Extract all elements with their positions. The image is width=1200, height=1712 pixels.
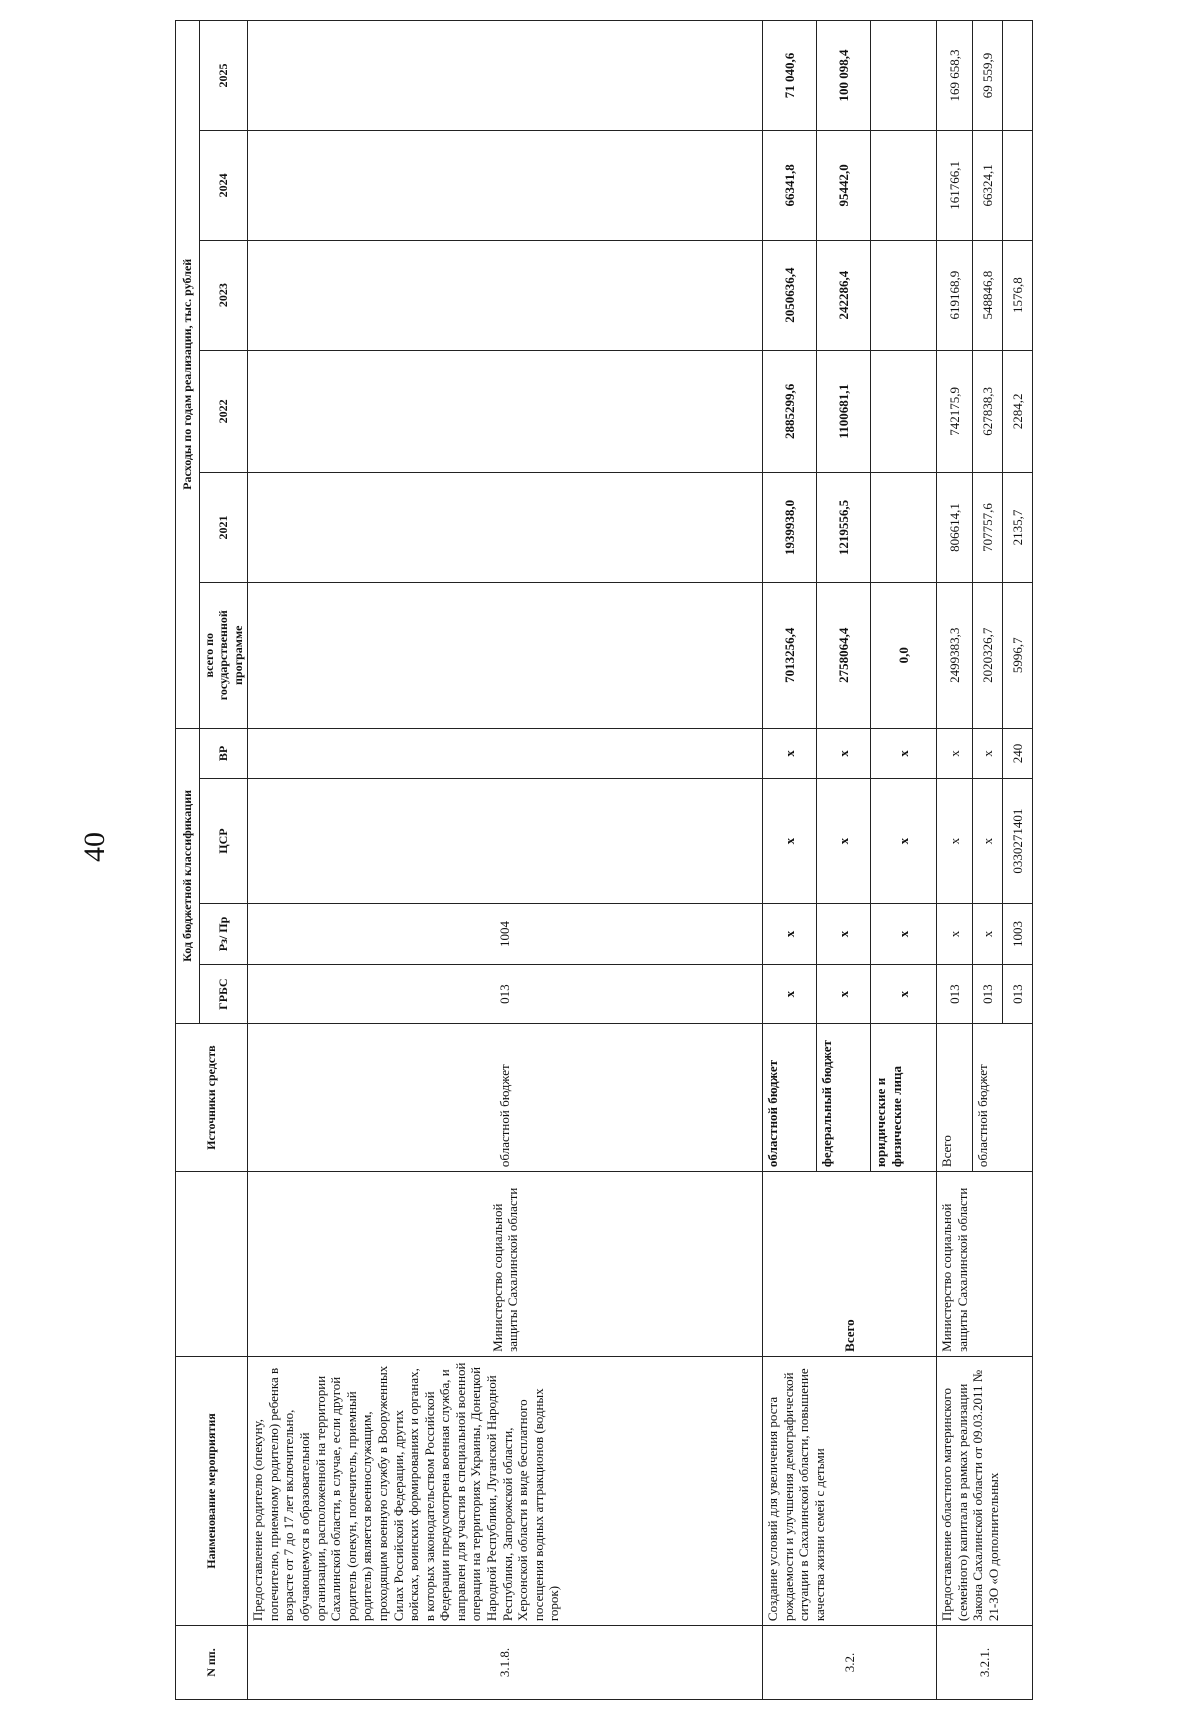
row-source: областной бюджет (763, 1024, 817, 1172)
row-2022 (871, 350, 937, 472)
header-grbs: ГРБС (200, 965, 248, 1024)
row-total (248, 582, 763, 728)
row-grbs: х (871, 965, 937, 1024)
row-grbs: 013 (248, 965, 763, 1024)
row-vr: х (871, 728, 937, 779)
row-2021 (871, 473, 937, 583)
row-total: 2758064,4 (817, 582, 871, 728)
row-rzpr: х (817, 903, 871, 964)
row-total: 2020326,7 (973, 582, 1003, 728)
row-name: Создание условий для увеличения роста рождаемости и улучшения демографической ситуации в Сахалинской области, повышение качества жизни семей с детьми (763, 1356, 937, 1625)
header-2025: 2025 (200, 21, 248, 131)
row-2022: 2885299,6 (763, 350, 817, 472)
row-2023 (248, 240, 763, 350)
row-csr: 0330271401 (1003, 779, 1033, 904)
row-2023: 242286,4 (817, 240, 871, 350)
rotated-table-wrapper (175, 20, 1200, 1700)
row-2021 (248, 473, 763, 583)
row-2021: 1219556,5 (817, 473, 871, 583)
table-row (248, 21, 763, 1700)
row-num: 3.2.1. (937, 1626, 1033, 1700)
row-2024 (1003, 130, 1033, 240)
row-2021: 707757,6 (973, 473, 1003, 583)
row-2022: 2284,2 (1003, 350, 1033, 472)
row-total: 7013256,4 (763, 582, 817, 728)
header-expenses: Расходы по годам реализации, тыс. рублей (176, 21, 200, 729)
page-number: 40 (78, 832, 111, 862)
row-2023: 1576,8 (1003, 240, 1033, 350)
row-2021: 2135,7 (1003, 473, 1033, 583)
row-source: федеральный бюджет (817, 1024, 871, 1172)
row-vr (248, 728, 763, 779)
row-source: областной бюджет (973, 1024, 1033, 1172)
row-num: 3.1.8. (248, 1626, 763, 1700)
table-row (763, 21, 817, 1700)
row-rzpr: х (763, 903, 817, 964)
row-rzpr: 1003 (1003, 903, 1033, 964)
row-total: 0,0 (871, 582, 937, 728)
row-vr: х (937, 728, 973, 779)
row-csr (248, 779, 763, 904)
row-2024: 66324,1 (973, 130, 1003, 240)
row-2023 (871, 240, 937, 350)
row-name: Предоставление родителю (опекуну, попечителю, приемному родителю) ребенка в возрасте от 7 до 17 лет включительно, обучающемуся в образовательной организации, расположенной на территории Сахалинской области, в случае, если другой родитель (опекун, попечитель, приемный родитель) является военнослужащим, проходящим военную службу в Вооруженных Силах Российской Федерации, других войсках, воинских формированиях и органах, в которых законодательством Российской Федерации предусмотрена военная служба, и направлен для участия в специальной военной операции на территориях Украины, Донецкой Народной Республики, Луганской Народной Республики, Запорожской области, Херсонской области в виде бесплатного посещения водных аттракционов (водных горок) (248, 1356, 763, 1625)
header-vr: ВР (200, 728, 248, 779)
row-2025: 169 658,3 (937, 21, 973, 131)
row-rzpr: х (973, 903, 1003, 964)
row-2021: 806614,1 (937, 473, 973, 583)
header-name: Наименование мероприятия (176, 1356, 248, 1625)
row-executor: Всего (763, 1172, 937, 1357)
row-vr: х (763, 728, 817, 779)
row-csr: х (937, 779, 973, 904)
row-grbs: х (763, 965, 817, 1024)
row-2022: 627838,3 (973, 350, 1003, 472)
row-2025 (1003, 21, 1033, 131)
header-source: Источники средств (176, 1024, 248, 1172)
row-rzpr: 1004 (248, 903, 763, 964)
row-csr: х (763, 779, 817, 904)
header-total: всего по государственной программе (200, 582, 248, 728)
row-vr: 240 (1003, 728, 1033, 779)
row-num: 3.2. (763, 1626, 937, 1700)
row-rzpr: х (937, 903, 973, 964)
row-2023: 2050636,4 (763, 240, 817, 350)
header-csr: ЦСР (200, 779, 248, 904)
row-2024: 95442,0 (817, 130, 871, 240)
header-2022: 2022 (200, 350, 248, 472)
row-2021: 1939938,0 (763, 473, 817, 583)
row-grbs: 013 (973, 965, 1003, 1024)
row-2025 (248, 21, 763, 131)
row-executor: Министерство социальной защиты Сахалинской области (937, 1172, 1033, 1357)
row-2025 (871, 21, 937, 131)
row-2022: 742175,9 (937, 350, 973, 472)
row-grbs: 013 (937, 965, 973, 1024)
row-2023: 619168,9 (937, 240, 973, 350)
header-2023: 2023 (200, 240, 248, 350)
row-2024: 161766,1 (937, 130, 973, 240)
row-grbs: 013 (1003, 965, 1033, 1024)
row-2023: 548846,8 (973, 240, 1003, 350)
row-rzpr: х (871, 903, 937, 964)
row-2024 (871, 130, 937, 240)
header-rzpr: Рз/ Пр (200, 903, 248, 964)
table-row (937, 21, 973, 1700)
budget-table (175, 20, 1033, 1700)
row-2024: 66341,8 (763, 130, 817, 240)
row-grbs: х (817, 965, 871, 1024)
row-vr: х (817, 728, 871, 779)
row-csr: х (871, 779, 937, 904)
row-2022 (248, 350, 763, 472)
row-source: областной бюджет (248, 1024, 763, 1172)
row-2024 (248, 130, 763, 240)
header-executor (176, 1172, 248, 1357)
row-csr: х (973, 779, 1003, 904)
row-source: Всего (937, 1024, 973, 1172)
row-executor: Министерство социальной защиты Сахалинской области (248, 1172, 763, 1357)
row-2025: 71 040,6 (763, 21, 817, 131)
header-budget-code: Код бюджетной классификации (176, 728, 200, 1024)
row-name: Предоставление областного материнского (семейного) капитала в рамках реализации Закона Сахалинской области от 09.03.2011 № 21-ЗО «О дополнительных (937, 1356, 1033, 1625)
header-2021: 2021 (200, 473, 248, 583)
row-total: 2499383,3 (937, 582, 973, 728)
row-2025: 69 559,9 (973, 21, 1003, 131)
row-csr: х (817, 779, 871, 904)
row-source: юридические и физические лица (871, 1024, 937, 1172)
row-vr: х (973, 728, 1003, 779)
header-2024: 2024 (200, 130, 248, 240)
row-2025: 100 098,4 (817, 21, 871, 131)
row-total: 5996,7 (1003, 582, 1033, 728)
header-num: N пп. (176, 1626, 248, 1700)
row-2022: 1100681,1 (817, 350, 871, 472)
